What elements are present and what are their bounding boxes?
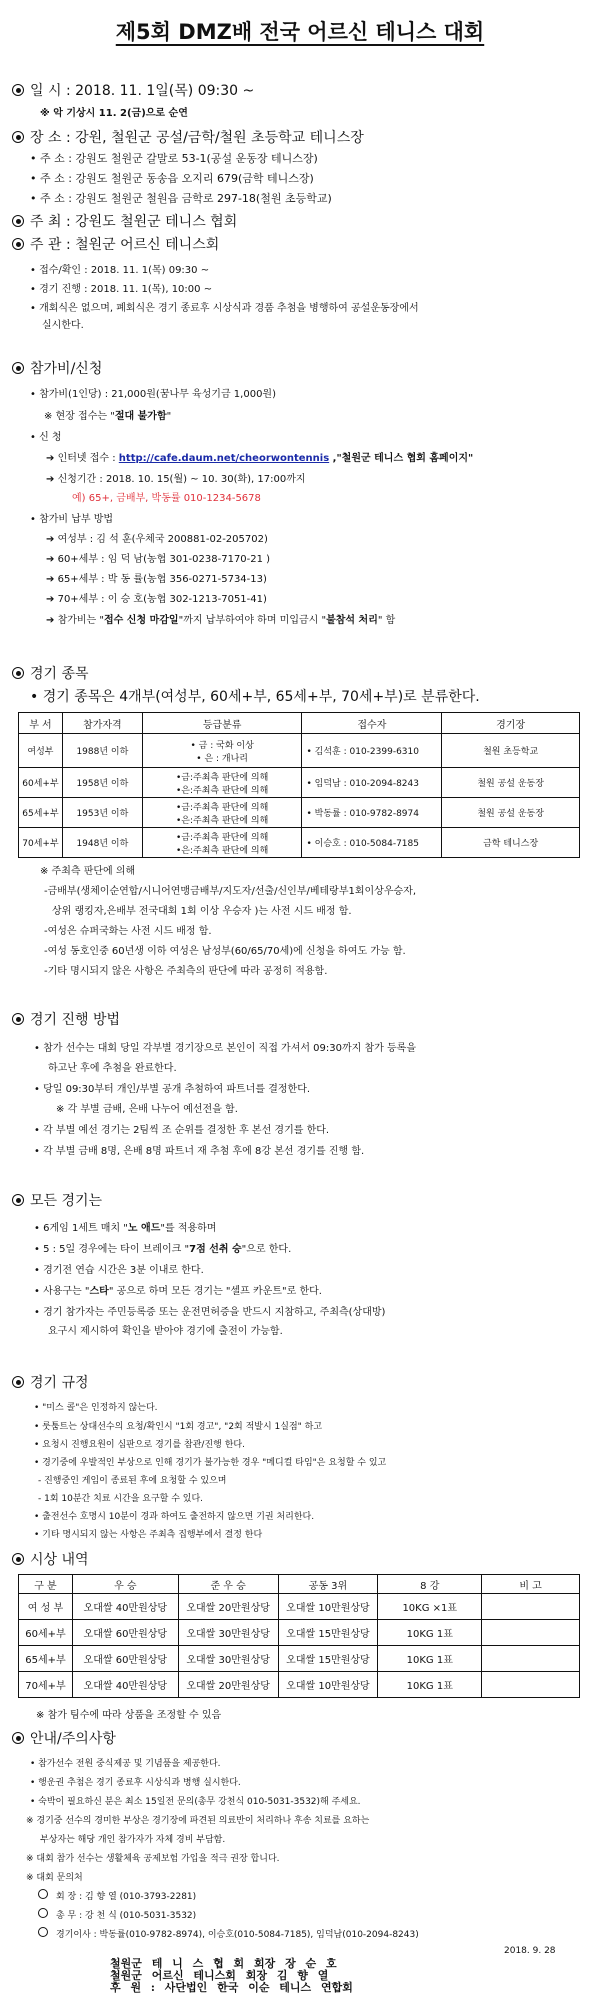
fee-line: • 참가비(1인당) : 21,000원(꿈나무 육성기금 1,000원) — [30, 389, 276, 400]
grade-gold: •금:주최측 판단에 의해 — [175, 832, 269, 843]
apply-period-text: 신청기간 : 2018. 10. 15(월) ~ 10. 30(화), 17:00까지 — [57, 474, 306, 485]
address-1-text: 주 소 : 강원도 철원군 갈말로 53-1(공설 운동장 테니스장) — [40, 152, 318, 165]
cell-third: 오대쌀 10만원상당 — [278, 1594, 378, 1620]
events-note-4: -여성 동호인중 60년생 이하 여성은 남성부(60/65/70세)에 신청을 하여도 가능 함. — [44, 946, 406, 957]
cell-third: 오대쌀 15만원상당 — [278, 1620, 378, 1646]
bullet-icon — [12, 362, 24, 374]
bullet-icon — [12, 1376, 24, 1388]
events-table — [18, 712, 580, 858]
detail-1-text: 접수/확인 : 2018. 11. 1(목) 09:30 ~ — [39, 265, 210, 276]
events-heading-text: 경기 종목 — [30, 666, 89, 682]
cell-remarks — [482, 1672, 580, 1698]
detail-2-text: 경기 진행 : 2018. 11. 1(목), 10:00 ~ — [39, 284, 213, 295]
cell-division: 65세+부 — [19, 798, 63, 828]
notice-4: ※ 경기중 선수의 경미한 부상은 경기장에 파견된 의료반이 처리하나 후송 치료를 요하는 — [26, 1816, 370, 1826]
events-table-header — [19, 713, 580, 734]
cell-venue: 철원 공설 운동장 — [442, 798, 580, 828]
progress-item-4-text: 각 부별 금배 8명, 은배 8명 파트너 재 추첨 후에 8강 본선 경기를 진행 함. — [43, 1146, 365, 1157]
bullet-icon — [12, 238, 24, 250]
bullet-icon — [12, 1553, 24, 1565]
arrow-right-icon: ➔ — [46, 453, 55, 464]
arrow-right-icon: ➔ — [46, 574, 55, 585]
progress-item-4: • 각 부별 금배 8명, 은배 8명 파트너 재 추첨 후에 8강 본선 경기를 진행 함. — [34, 1146, 365, 1157]
cell-category: 여 성 부 — [19, 1594, 73, 1620]
cell-winner: 오대쌀 40만원상당 — [72, 1594, 178, 1620]
deadline-bold2: 불참석 처리 — [326, 615, 378, 626]
detail-1: • 접수/확인 : 2018. 11. 1(목) 09:30 ~ — [30, 265, 210, 276]
cafe-link[interactable]: http://cafe.daum.net/cheorwontennis — [118, 453, 330, 464]
contact-2 — [38, 1908, 196, 1921]
notice-2-text: 행운권 추첨은 경기 종료후 시상식과 병행 실시한다. — [38, 1778, 241, 1788]
event-venue-text: 장 소 : 강원, 철원군 공설/금학/철원 초등학교 테니스장 — [30, 130, 364, 146]
notice-2: • 행운권 추첨은 경기 종료후 시상식과 병행 실시한다. — [30, 1778, 241, 1788]
cell-third: 오대쌀 15만원상당 — [278, 1646, 378, 1672]
bullet-icon — [12, 215, 24, 227]
senior-note: 예) 65+, 금배부, 박동률 010-1234-5678 — [72, 493, 261, 504]
fee-line-text: 참가비(1인당) : 21,000원(꿈나무 육성기금 1,000원) — [39, 389, 276, 400]
match-rule-2-bold: 7점 선취 승 — [189, 1244, 242, 1255]
fee-heading — [12, 358, 102, 378]
cell-category: 65세+부 — [19, 1646, 73, 1672]
cell-division: 여성부 — [19, 734, 63, 768]
col-venue: 경기장 — [442, 713, 580, 734]
cell-runner-up: 오대쌀 20만원상당 — [178, 1594, 278, 1620]
rule-1: • "미스 콜"은 인정하지 않는다. — [34, 1403, 158, 1413]
progress-item-2: • 당일 09:30부터 개인/부별 공개 추첨하여 파트너를 결정한다. — [34, 1084, 311, 1095]
match-rule-4-post: " 공으로 하며 모든 경기는 "셀프 카운트"로 한다. — [108, 1286, 322, 1297]
rule-3: • 요청시 진행요원이 심판으로 경기를 참관/진행 한다. — [34, 1440, 245, 1450]
cell-quarterfinal: 10KG ×1표 — [378, 1594, 482, 1620]
col-remarks: 비 고 — [482, 1575, 580, 1594]
notice-1: • 참가선수 전원 중식제공 및 기념품을 제공한다. — [30, 1759, 221, 1769]
notice-3: • 숙박이 필요하신 분은 최소 15일전 문의(총무 강천식 010-5031-3532)해 주세요. — [30, 1797, 361, 1807]
cell-contact: • 임덕남 : 010-2094-8243 — [302, 768, 442, 798]
notice-3-text: 숙박이 필요하신 분은 최소 15일전 문의(총무 강천식 010-5031-3532)해 주세요. — [38, 1797, 361, 1807]
organizer — [12, 234, 219, 254]
notice-1-text: 참가선수 전원 중식제공 및 기념품을 제공한다. — [38, 1759, 221, 1769]
bullet-icon — [12, 667, 24, 679]
notice-heading-text: 안내/주의사항 — [30, 1731, 116, 1747]
cell-division: 70세+부 — [19, 828, 63, 858]
cell-contact: • 박동률 : 010-9782-8974 — [302, 798, 442, 828]
contact-1 — [38, 1889, 196, 1902]
match-rule-4: • 사용구는 "스타" 공으로 하며 모든 경기는 "셀프 카운트"로 한다. — [34, 1286, 322, 1297]
payment-label-text: 참가비 납부 방법 — [39, 514, 114, 525]
cell-winner: 오대쌀 40만원상당 — [72, 1672, 178, 1698]
cell-grade — [142, 734, 302, 768]
account-4-text: 70+세부 : 이 승 호(농협 302-1213-7051-41) — [57, 594, 267, 605]
col-third: 공동 3위 — [278, 1575, 378, 1594]
awards-heading-text: 시상 내역 — [30, 1552, 89, 1568]
detail-4: 실시한다. — [42, 320, 84, 331]
match-rule-2-pre: 5 : 5일 경우에는 타이 브레이크 " — [43, 1244, 190, 1255]
address-2: • 주 소 : 강원도 철원군 동송읍 오지리 679(금학 테니스장) — [30, 172, 314, 185]
table-row — [19, 798, 580, 828]
cell-grade — [142, 798, 302, 828]
notice-heading — [12, 1728, 116, 1748]
rule-1-text: "미스 콜"은 인정하지 않는다. — [42, 1403, 158, 1413]
online-suffix: ,"철원군 테니스 협회 홈페이지" — [329, 453, 474, 464]
footer-line-3: 후 원 : 사단법인 한국 이순 테니스 연합회 — [110, 1981, 353, 1994]
col-quarterfinal: 8 강 — [378, 1575, 482, 1594]
table-row — [19, 1620, 580, 1646]
progress-item-1-text: 참가 선수는 대회 당일 각부별 경기장으로 본인이 직접 가셔서 09:30까지 참가 등록을 — [43, 1043, 416, 1054]
apply-label: • 신 청 — [30, 432, 62, 443]
event-venue — [12, 127, 364, 147]
cell-grade — [142, 768, 302, 798]
account-4 — [46, 590, 267, 605]
deadline-mid: "까지 납부하여야 하며 미입금시 " — [178, 615, 327, 626]
page-title: 제5회 DMZ배 전국 어르신 테니스 대회 — [115, 20, 485, 44]
col-grade: 등급분류 — [142, 713, 302, 734]
cell-venue: 철원 초등학교 — [442, 734, 580, 768]
bullet-icon — [12, 1194, 24, 1206]
online-prefix: 인터넷 접수 : — [57, 453, 119, 464]
payment-label: • 참가비 납부 방법 — [30, 514, 114, 525]
cell-winner: 오대쌀 60만원상당 — [72, 1646, 178, 1672]
arrow-right-icon: ➔ — [46, 594, 55, 605]
match-rule-5: • 경기 참가자는 주민등록증 또는 운전면허증을 반드시 지참하고, 주최측(상대방) — [34, 1307, 386, 1318]
contact-2-text: 총 무 : 강 천 식 (010-5031-3532) — [56, 1911, 197, 1921]
contact-1-text: 회 장 : 김 향 열 (010-3793-2281) — [56, 1892, 197, 1902]
notice-6: ※ 대회 문의처 — [26, 1873, 83, 1883]
match-rule-2: • 5 : 5일 경우에는 타이 브레이크 "7점 선취 승"으로 한다. — [34, 1244, 292, 1255]
events-note-0: ※ 주최측 판단에 의해 — [40, 866, 136, 877]
online-apply — [46, 449, 473, 464]
progress-item-3-text: 각 부별 예선 경기는 2팀씩 조 순위를 결정한 후 본선 경기를 한다. — [43, 1125, 330, 1136]
cell-eligibility: 1948년 이하 — [62, 828, 142, 858]
cell-remarks — [482, 1594, 580, 1620]
cell-winner: 오대쌀 60만원상당 — [72, 1620, 178, 1646]
progress-heading — [12, 1009, 120, 1029]
footer-line-1: 철원군 테 니 스 협 회 회장 장 순 호 — [110, 1957, 337, 1970]
grade-silver: • 은 : 개나리 — [196, 753, 248, 764]
notice-date: 2018. 9. 28 — [504, 1946, 556, 1956]
events-heading — [12, 663, 89, 683]
matches-heading — [12, 1190, 102, 1210]
rule-6-text: 기타 명시되지 않는 사항은 주최측 집행부에서 결정 한다 — [42, 1530, 263, 1540]
cell-eligibility: 1988년 이하 — [62, 734, 142, 768]
match-rule-5b: 요구시 제시하여 확인을 받아야 경기에 출전이 가능함. — [48, 1326, 283, 1337]
cell-runner-up: 오대쌀 30만원상당 — [178, 1646, 278, 1672]
grade-gold: •금:주최측 판단에 의해 — [175, 802, 269, 813]
account-2 — [46, 550, 270, 565]
account-1 — [46, 530, 268, 545]
circle-icon — [38, 1889, 48, 1899]
payment-deadline — [46, 611, 395, 626]
rule-2: • 룻툼트는 상대선수의 요청/확인시 "1회 경고", "2회 적발시 1실점" 하고 — [34, 1422, 323, 1432]
match-rule-1-post: "를 적용하며 — [160, 1223, 217, 1234]
match-rule-5-pre: 경기 참가자는 주민등록증 또는 운전면허증을 반드시 지참하고, 주최측(상대방) — [43, 1307, 386, 1318]
detail-2: • 경기 진행 : 2018. 11. 1(목), 10:00 ~ — [30, 284, 213, 295]
rule-3-text: 요청시 진행요원이 심판으로 경기를 참관/진행 한다. — [42, 1440, 245, 1450]
cell-eligibility: 1958년 이하 — [62, 768, 142, 798]
cell-quarterfinal: 10KG 1표 — [378, 1672, 482, 1698]
rules-heading-text: 경기 규정 — [30, 1375, 89, 1391]
event-date-text: 일 시 : 2018. 11. 1일(목) 09:30 ~ — [30, 83, 255, 99]
col-eligibility: 참가자격 — [62, 713, 142, 734]
match-rule-3-pre: 경기전 연습 시간은 3분 이내로 한다. — [43, 1265, 204, 1276]
cell-remarks — [482, 1620, 580, 1646]
organizer-text: 주 관 : 철원군 어르신 테니스회 — [30, 237, 220, 253]
progress-heading-text: 경기 진행 방법 — [30, 1012, 121, 1028]
progress-note: ※ 각 부별 금배, 은배 나누어 예선전을 함. — [56, 1104, 238, 1115]
arrow-right-icon: ➔ — [46, 615, 55, 626]
apply-period — [46, 470, 306, 485]
match-rule-4-pre: 사용구는 " — [43, 1286, 90, 1297]
account-3 — [46, 570, 267, 585]
grade-silver: •은:주최측 판단에 의해 — [175, 785, 269, 796]
events-note-3: -여성은 슈퍼국화는 사전 시드 배정 함. — [44, 926, 212, 937]
address-1: • 주 소 : 강원도 철원군 갈말로 53-1(공설 운동장 테니스장) — [30, 152, 318, 165]
match-rule-4-bold: 스타 — [89, 1286, 109, 1297]
deadline-prefix: 참가비는 " — [57, 615, 104, 626]
rule-2-text: 룻툼트는 상대선수의 요청/확인시 "1회 경고", "2회 적발시 1실점" 하고 — [42, 1422, 323, 1432]
cell-quarterfinal: 10KG 1표 — [378, 1620, 482, 1646]
grade-silver: •은:주최측 판단에 의해 — [175, 815, 269, 826]
progress-item-1b: 하고난 후에 추첨을 완료한다. — [48, 1063, 177, 1074]
cell-remarks — [482, 1646, 580, 1672]
address-2-text: 주 소 : 강원도 철원군 동송읍 오지리 679(금학 테니스장) — [40, 172, 314, 185]
cell-eligibility: 1953년 이하 — [62, 798, 142, 828]
onsite-bold: 절대 불가함 — [114, 411, 167, 422]
rule-4b: - 1회 10분간 치료 시간을 요구할 수 있다. — [38, 1494, 204, 1504]
contact-3 — [38, 1927, 419, 1940]
cell-runner-up: 오대쌀 20만원상당 — [178, 1672, 278, 1698]
deadline-suffix: " 함 — [377, 615, 396, 626]
col-contact: 접수자 — [302, 713, 442, 734]
bullet-icon — [12, 84, 24, 96]
arrow-right-icon: ➔ — [46, 474, 55, 485]
arrow-right-icon: ➔ — [46, 554, 55, 565]
cell-grade — [142, 828, 302, 858]
cell-venue: 금학 테니스장 — [442, 828, 580, 858]
detail-3-text: 개회식은 없으며, 폐회식은 경기 종료후 시상식과 경품 추첨을 병행하여 공설운동장에서 — [39, 303, 419, 314]
match-rule-2-post: "으로 한다. — [241, 1244, 292, 1255]
col-division: 부 서 — [19, 713, 63, 734]
table-row — [19, 768, 580, 798]
rule-4a: - 진행중인 게임이 종료된 후에 요청할 수 있으며 — [38, 1476, 227, 1486]
events-summary: • 경기 종목은 4개부(여성부, 60세+부, 65세+부, 70세+부)로 분류한다. — [30, 689, 480, 705]
fee-heading-text: 참가비/신청 — [30, 361, 103, 377]
apply-label-text: 신 청 — [39, 432, 62, 443]
cell-contact: • 이승호 : 010-5084-7185 — [302, 828, 442, 858]
rule-6: • 기타 명시되지 않는 사항은 주최측 집행부에서 결정 한다 — [34, 1530, 263, 1540]
rules-heading — [12, 1372, 89, 1392]
awards-table-header — [19, 1575, 580, 1594]
awards-heading — [12, 1549, 89, 1569]
cell-category: 60세+부 — [19, 1620, 73, 1646]
bullet-icon — [12, 1732, 24, 1744]
cell-category: 70세+부 — [19, 1672, 73, 1698]
circle-icon — [38, 1908, 48, 1918]
col-category: 구 분 — [19, 1575, 73, 1594]
rule-4-text: 경기중에 우발적인 부상으로 인해 경기가 불가능한 경우 "메디컬 타임"은 요청할 수 있고 — [42, 1458, 387, 1468]
cell-third: 오대쌀 10만원상당 — [278, 1672, 378, 1698]
matches-heading-text: 모든 경기는 — [30, 1193, 103, 1209]
account-2-text: 60+세부 : 임 덕 남(농협 301-0238-7170-21 ) — [57, 554, 271, 565]
grade-silver: •은:주최측 판단에 의해 — [175, 845, 269, 856]
circle-icon — [38, 1927, 48, 1937]
cell-contact: • 김석훈 : 010-2399-6310 — [302, 734, 442, 768]
progress-item-3: • 각 부별 예선 경기는 2팀씩 조 순위를 결정한 후 본선 경기를 한다. — [34, 1125, 330, 1136]
match-rule-1-pre: 6게임 1세트 매치 " — [43, 1223, 128, 1234]
bullet-icon — [12, 131, 24, 143]
notice-4b: 부상자는 해당 개인 참가자가 자체 경비 부담함. — [40, 1835, 226, 1845]
table-row — [19, 828, 580, 858]
rule-5: • 출전선수 호명시 10분이 경과 하여도 출전하지 않으면 기권 처리한다. — [34, 1512, 315, 1522]
events-note-2: 상위 랭킹자,은배부 전국대회 1회 이상 우승자 )는 사전 시드 배정 함. — [52, 906, 352, 917]
rain-note: ※ 악 기상시 11. 2(금)으로 순연 — [40, 108, 188, 119]
event-date — [12, 80, 254, 100]
rule-4: • 경기중에 우발적인 부상으로 인해 경기가 불가능한 경우 "메디컬 타임"은 요청할 수 있고 — [34, 1458, 387, 1468]
cell-runner-up: 오대쌀 30만원상당 — [178, 1620, 278, 1646]
onsite-note — [44, 407, 171, 422]
table-row — [19, 734, 580, 768]
detail-3: • 개회식은 없으며, 폐회식은 경기 종료후 시상식과 경품 추첨을 병행하여 공설운동장에서 — [30, 303, 419, 314]
progress-item-2-text: 당일 09:30부터 개인/부별 공개 추첨하여 파트너를 결정한다. — [43, 1084, 311, 1095]
contact-3-text: 경기이사 : 박동률(010-9782-8974), 이승호(010-5084-7185), 임덕남(010-2094-8243) — [56, 1930, 419, 1940]
bullet-icon — [12, 1013, 24, 1025]
onsite-prefix: ※ 현장 접수는 " — [44, 411, 115, 422]
events-summary-text: 경기 종목은 4개부(여성부, 60세+부, 65세+부, 70세+부)로 분류한다. — [42, 689, 480, 705]
onsite-suffix: " — [166, 411, 172, 422]
cell-quarterfinal: 10KG 1표 — [378, 1646, 482, 1672]
host-text: 주 최 : 강원도 철원군 테니스 협회 — [30, 214, 238, 230]
progress-item-1: • 참가 선수는 대회 당일 각부별 경기장으로 본인이 직접 가셔서 09:30까지 참가 등록을 — [34, 1043, 416, 1054]
deadline-bold: 접수 신청 마감일 — [104, 615, 179, 626]
col-runner-up: 준 우 승 — [178, 1575, 278, 1594]
events-note-5: -기타 명시되지 않은 사항은 주최측의 판단에 따라 공정히 적용함. — [44, 966, 328, 977]
events-note-1: -금배부(생체이순연합/시니어연맹금배부/지도자/선출/신인부/베테랑부1회이상우승자, — [44, 886, 416, 897]
rule-5-text: 출전선수 호명시 10분이 경과 하여도 출전하지 않으면 기권 처리한다. — [42, 1512, 315, 1522]
match-rule-3: • 경기전 연습 시간은 3분 이내로 한다. — [34, 1265, 204, 1276]
awards-note: ※ 참가 팀수에 따라 상품을 조정할 수 있음 — [36, 1710, 222, 1721]
col-winner: 우 승 — [72, 1575, 178, 1594]
table-row — [19, 1672, 580, 1698]
grade-gold: • 금 : 국화 이상 — [190, 740, 254, 751]
match-rule-1-bold: 노 애드 — [127, 1223, 161, 1234]
account-3-text: 65+세부 : 박 동 률(농협 356-0271-5734-13) — [57, 574, 267, 585]
table-row — [19, 1646, 580, 1672]
match-rule-1: • 6게임 1세트 매치 "노 애드"를 적용하며 — [34, 1223, 217, 1234]
notice-5: ※ 대회 참가 선수는 생활체육 공제보험 가입을 적극 권장 합니다. — [26, 1854, 280, 1864]
account-1-text: 여성부 : 김 석 훈(우체국 200881-02-205702) — [57, 534, 268, 545]
address-3-text: 주 소 : 강원도 철원군 철원읍 금학로 297-18(철원 초등학교) — [40, 192, 332, 205]
cell-division: 60세+부 — [19, 768, 63, 798]
cell-venue: 철원 공설 운동장 — [442, 768, 580, 798]
table-row — [19, 1594, 580, 1620]
address-3: • 주 소 : 강원도 철원군 철원읍 금학로 297-18(철원 초등학교) — [30, 192, 332, 205]
footer-line-2: 철원군 어르신 테니스회 회장 김 향 열 — [110, 1969, 329, 1982]
host — [12, 211, 237, 231]
arrow-right-icon: ➔ — [46, 534, 55, 545]
awards-table — [18, 1574, 580, 1698]
grade-gold: •금:주최측 판단에 의해 — [175, 772, 269, 783]
